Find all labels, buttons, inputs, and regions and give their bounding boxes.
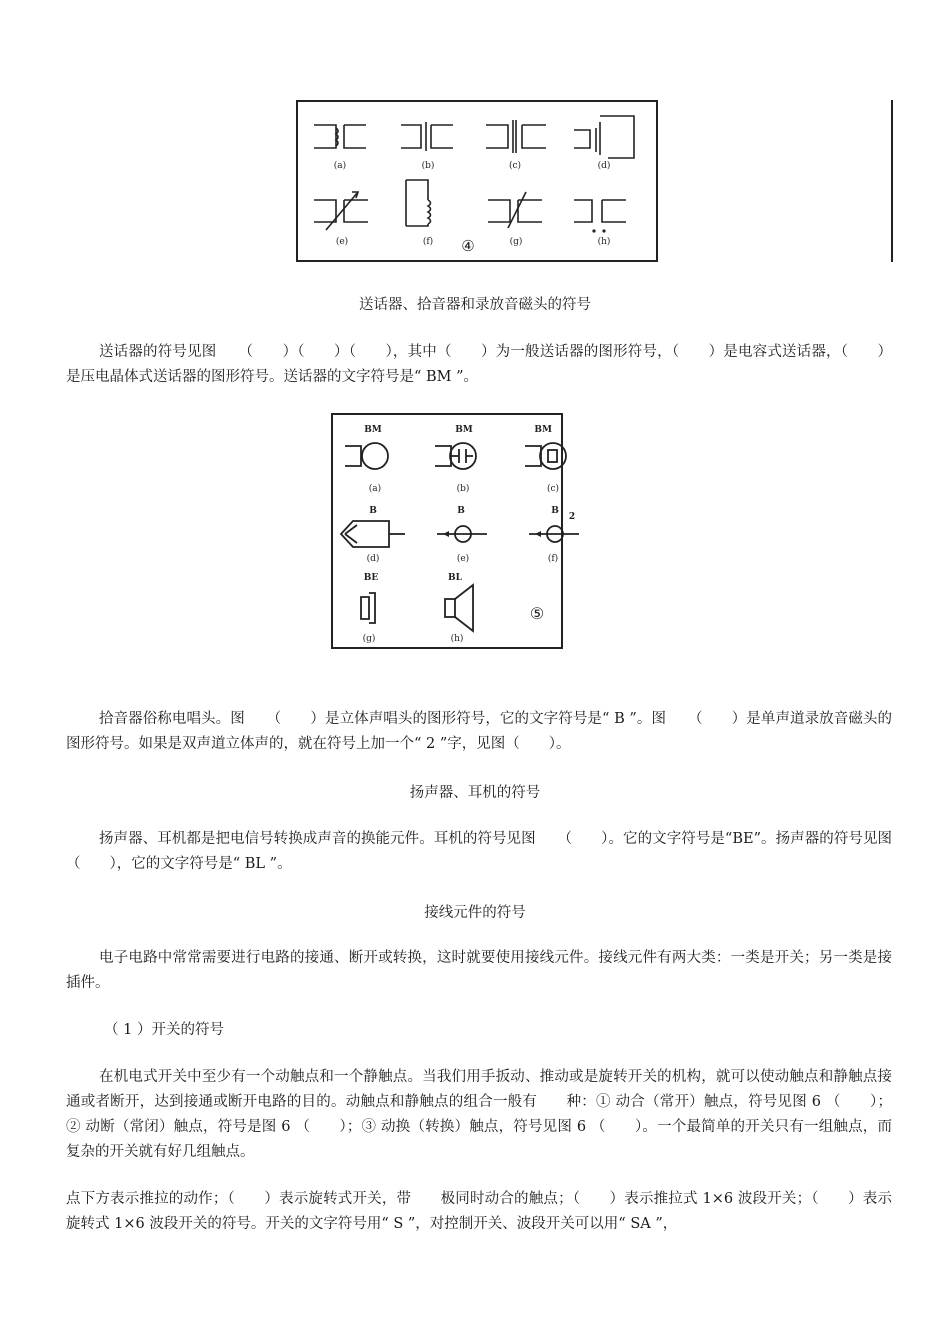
- paragraph-switch-types: 点下方表示推拉的动作；（ ）表示旋转式开关，带 极同时动合的触点；（ ）表示推拉式 1×6 波段开关；（ ）表示旋转式 1×6 波段开关的符号。开关的文字符号用“ S ”，对控制开关、波段开关可以用“ SA ”，: [66, 1191, 892, 1232]
- figure-4-drawing: [296, 100, 658, 262]
- figure-transformer-symbols: [296, 100, 658, 262]
- figure-5-tag: BM: [534, 425, 552, 435]
- page-edge-rule: [891, 100, 893, 262]
- symbol-a: [345, 443, 388, 469]
- paragraph-speaker: 扬声器、耳机都是把电信号转换成声音的换能元件。耳机的符号见图 （ ）。它的文字符号是“BE”。扬声器的符号见图 （ ），它的文字符号是“ BL ”。: [66, 831, 921, 872]
- figure-4-label: (e): [335, 237, 349, 247]
- figure-4-label: (g): [509, 237, 523, 247]
- figure-5-label: (d): [366, 554, 380, 564]
- figure-5-label: (g): [362, 634, 376, 644]
- figure-5-tag: B: [457, 506, 465, 516]
- symbol-b: [435, 443, 476, 469]
- figure-4-label: (f): [422, 237, 434, 247]
- symbol-b: [401, 122, 453, 151]
- figure-5-number: ⑤: [529, 604, 545, 623]
- figure-5-label: (f): [547, 554, 559, 564]
- figure-5-label: (e): [456, 554, 470, 564]
- symbol-a: [314, 125, 366, 148]
- symbol-e: [314, 192, 368, 230]
- figure-5-label: (c): [546, 484, 560, 494]
- figure-5-label: (h): [450, 634, 464, 644]
- figure-5-tag: 2: [568, 512, 576, 522]
- paragraph-microphone: 送话器的符号见图 （ ）（ ）（ ），其中（ ）为一般送话器的图形符号，（ ）是电容式送话器，（ ）是压电晶体式送话器的图形符号。送话器的文字符号是“ BM ”。: [66, 344, 892, 385]
- paragraph-pickup: 拾音器俗称电唱头。图 （ ）是立体声唱头的图形符号，它的文字符号是“ B ”。图 （ ）是单声道录放音磁头的图形符号。如果是双声道立体声的，就在符号上加一个“ 2 ”字，见图（ ）。: [66, 711, 892, 752]
- figure-5-tag: B: [551, 506, 559, 516]
- symbol-c: [525, 443, 566, 469]
- figure-5-drawing: [331, 413, 576, 649]
- symbol-d: [574, 116, 634, 158]
- figure-4-label: (h): [597, 237, 611, 247]
- symbol-g: [488, 192, 542, 228]
- figure-4-label: (d): [597, 161, 611, 171]
- figure-4-label: (a): [333, 161, 347, 171]
- symbol-c: [486, 120, 546, 153]
- figure-5-label: (b): [456, 484, 470, 494]
- figure-5-tag: BM: [364, 425, 382, 435]
- subheading-switch-symbols: （ 1 ）开关的符号: [104, 1022, 224, 1038]
- figure-5-tag: B: [369, 506, 377, 516]
- figure-5-frame: [332, 414, 562, 648]
- caption-speaker-symbols: 扬声器、耳机的符号: [409, 785, 541, 801]
- caption-wiring-symbols: 接线元件的符号: [424, 905, 526, 921]
- figure-4-label: (c): [508, 161, 522, 171]
- symbol-h: [574, 200, 626, 222]
- symbol-g: [361, 593, 375, 623]
- paragraph-wiring: 电子电路中常常需要进行电路的接通、断开或转换，这时就要使用接线元件。接线元件有两大类：一类是开关；另一类是接插件。: [66, 950, 892, 991]
- figure-5-tag: BL: [448, 573, 462, 583]
- paragraph-switch: 在机电式开关中至少有一个动触点和一个静触点。当我们用手扳动、推动或是旋转开关的机构，就可以使动触点和静触点接通或者断开，达到接通或断开电路的目的。动触点和静触点的组合一般有 种：① 动合（常开）触点，符号见图 6 （ ）；② 动断（常闭）触点，符号是图 6 （ ）；③ 动换（转换）触点，符号见图 6 （ ）。一个最简单的开关只有一组触点，而复杂的开关就有好几组触点。: [66, 1069, 892, 1160]
- figure-4-label: (b): [421, 161, 435, 171]
- symbol-f: [406, 180, 431, 226]
- figure-microphone-symbols: [331, 413, 576, 649]
- figure-5-tag: BE: [363, 573, 379, 583]
- figure-5-label: (a): [368, 484, 382, 494]
- caption-microphone-symbols: 送话器、拾音器和录放音磁头的符号: [359, 297, 591, 313]
- figure-5-tag: BM: [455, 425, 473, 435]
- figure-4-number: ④: [461, 237, 475, 255]
- symbol-h: [445, 585, 473, 631]
- symbol-d: [341, 521, 405, 547]
